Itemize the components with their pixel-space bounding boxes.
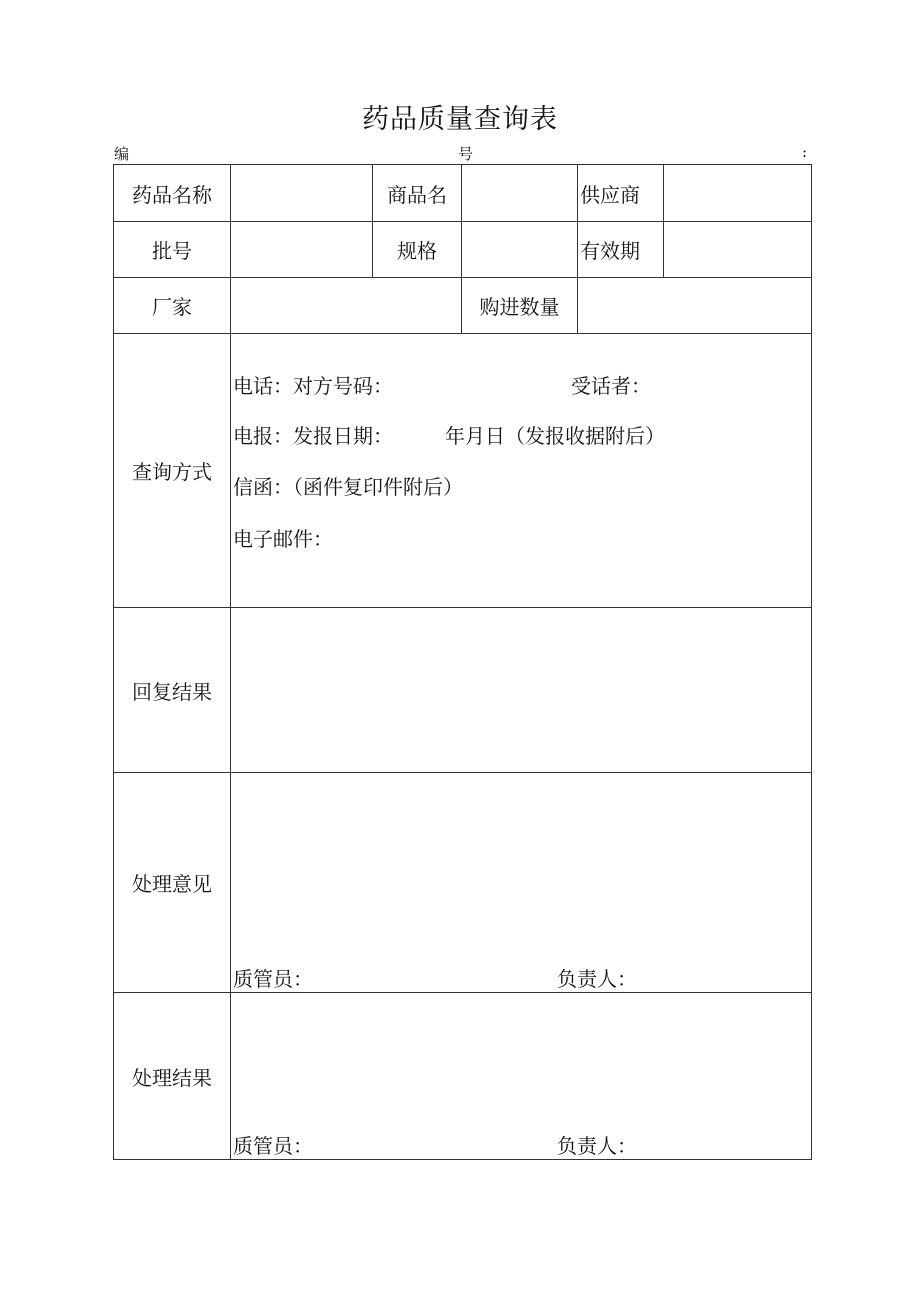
handling-result-label: 处理结果: [114, 993, 231, 1160]
query-form-table: [113, 164, 812, 1160]
query-method-label: 查询方式: [114, 334, 231, 608]
expiry-field[interactable]: [664, 222, 812, 278]
serial-label-part2: 号: [458, 145, 474, 163]
batch-label: 批号: [114, 222, 231, 278]
qty-label: 购进数量: [462, 278, 578, 334]
handling-opinion-field[interactable]: [231, 773, 812, 993]
trade-name-field[interactable]: [462, 165, 578, 222]
letter-label: 信函：（函件复印件附后）: [233, 475, 463, 499]
drug-name-label: 药品名称: [114, 165, 231, 222]
receiver-label: 受话者：: [571, 374, 651, 398]
reply-result-label: 回复结果: [114, 608, 231, 773]
reply-result-field[interactable]: [231, 608, 812, 773]
page-title: 药品质量查询表: [362, 104, 558, 135]
result-qc-label: 质管员：: [233, 1134, 313, 1158]
opinion-qc-label: 质管员：: [233, 967, 313, 991]
drug-name-field[interactable]: [231, 165, 373, 222]
qty-field[interactable]: [578, 278, 812, 334]
trade-name-label: 商品名: [373, 165, 462, 222]
serial-label-part1: 编: [114, 145, 130, 163]
spec-label: 规格: [373, 222, 462, 278]
telegram-label: 电报：发报日期：: [233, 424, 393, 448]
email-label: 电子邮件：: [233, 527, 333, 551]
maker-label: 厂家: [114, 278, 231, 334]
expiry-label: 有效期: [578, 222, 664, 278]
handling-opinion-label: 处理意见: [114, 773, 231, 993]
supplier-field[interactable]: [664, 165, 812, 222]
telegram-date-label: 年月日（发报收据附后）: [445, 424, 665, 448]
serial-colon: :: [802, 143, 808, 161]
phone-label: 电话：对方号码：: [233, 374, 393, 398]
result-manager-label: 负责人：: [557, 1134, 637, 1158]
spec-field[interactable]: [462, 222, 578, 278]
maker-field[interactable]: [231, 278, 462, 334]
supplier-label: 供应商: [578, 165, 664, 222]
query-method-field[interactable]: [231, 334, 812, 608]
opinion-manager-label: 负责人：: [557, 967, 637, 991]
handling-result-field[interactable]: [231, 993, 812, 1160]
phone-line: [233, 370, 393, 399]
batch-field[interactable]: [231, 222, 373, 278]
